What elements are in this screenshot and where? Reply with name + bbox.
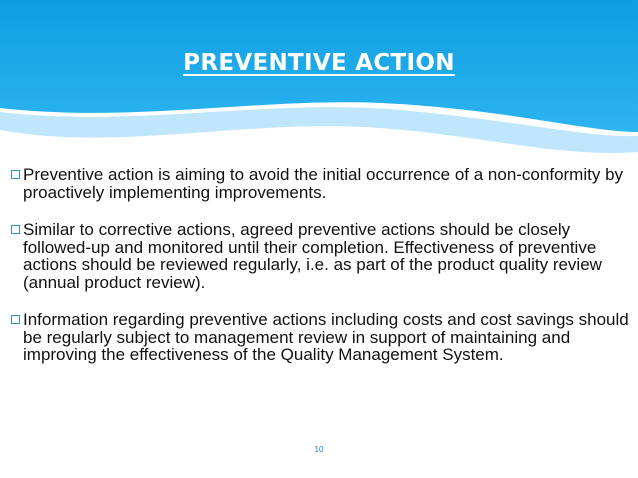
bullet-item (11, 221, 635, 291)
square-outline-bullet-icon (11, 225, 20, 234)
bullet-text: Information regarding preventive actions including costs and cost savings should be regularly subject to management review in support of maintaining and improving the effectiveness of the Quality Management System. (23, 310, 629, 364)
slide-title: PREVENTIVE ACTION (183, 50, 455, 76)
square-outline-bullet-icon (11, 170, 20, 179)
bullet-item (11, 311, 635, 364)
bullet-text: Preventive action is aiming to avoid the initial occurrence of a non-conformity by proactively implementing improvements. (23, 165, 624, 202)
header-background (0, 0, 638, 175)
page-number: 10 (314, 445, 324, 454)
bullet-list (11, 166, 635, 384)
square-outline-bullet-icon (11, 315, 20, 324)
bullet-text: Similar to corrective actions, agreed preventive actions should be closely followed-up and monitored until their completion. Effectiveness of preventive actions should be reviewed regularly, i.e. as part of the product quality review (annual product review). (23, 220, 602, 292)
bullet-item (11, 166, 635, 201)
